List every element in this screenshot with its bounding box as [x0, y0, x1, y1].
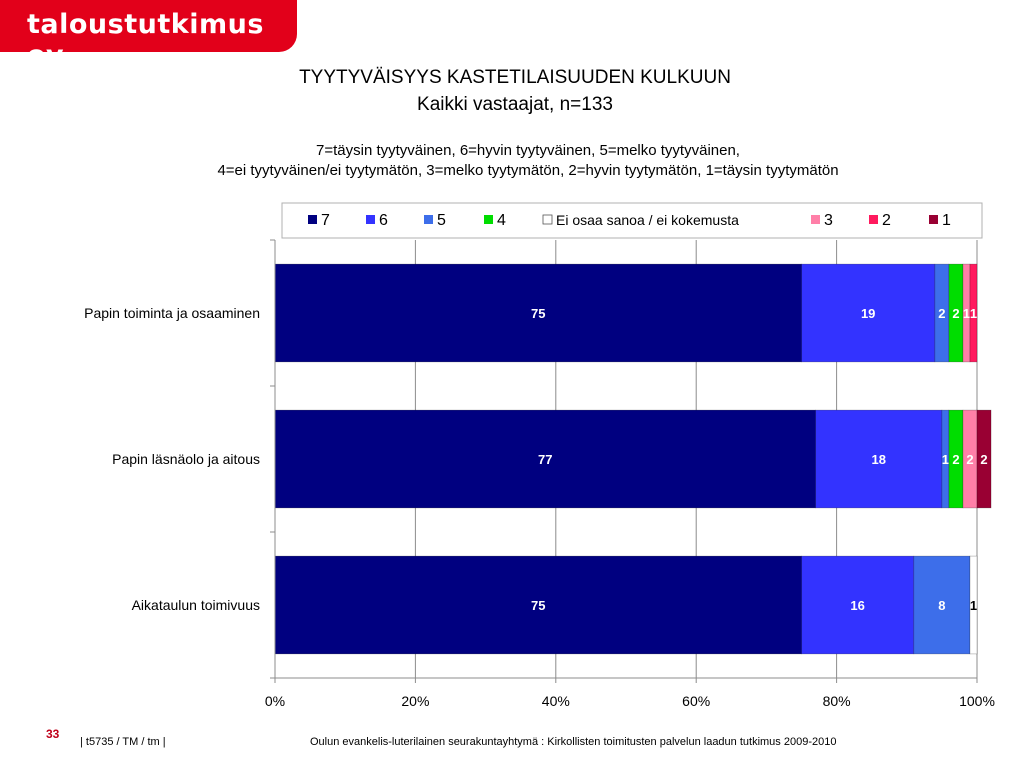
data-label: 1 — [969, 598, 978, 613]
legend-label: 4 — [497, 212, 506, 229]
category-label: Aikataulun toimivuus — [131, 597, 260, 613]
legend-swatch — [929, 215, 938, 224]
footer-code: | t5735 / TM / tm | — [80, 736, 166, 748]
x-tick-label: 40% — [541, 693, 570, 709]
chart-subtitle: Kaikki vastaajat, n=133 — [417, 94, 613, 115]
page-number: 33 — [46, 727, 60, 741]
x-tick-label: 60% — [682, 693, 711, 709]
data-label: 2 — [980, 452, 988, 467]
legend-label: 1 — [942, 212, 951, 229]
data-label: 75 — [531, 598, 546, 613]
data-label: 2 — [952, 452, 960, 467]
legend-label: 6 — [379, 212, 388, 229]
data-label: 77 — [538, 452, 553, 467]
data-label: 2 — [938, 306, 946, 321]
data-label: 75 — [531, 306, 546, 321]
data-label: 8 — [938, 598, 946, 613]
legend-swatch — [308, 215, 317, 224]
legend-label: 2 — [882, 212, 891, 229]
chart-title: TYYTYVÄISYYS KASTETILAISUUDEN KULKUUN — [299, 67, 731, 88]
x-tick-label: 0% — [264, 693, 286, 709]
legend-swatch — [811, 215, 820, 224]
x-tick-label: 20% — [401, 693, 430, 709]
data-label: 2 — [966, 452, 974, 467]
legend-swatch — [484, 215, 493, 224]
footer-source: Oulun evankelis-luterilainen seurakuntayhtymä : Kirkollisten toimitusten palvelun laadun tutkimus 2009-2010 — [310, 736, 837, 748]
data-label: 19 — [860, 306, 876, 321]
legend-swatch — [869, 215, 878, 224]
x-tick-label: 100% — [959, 693, 995, 709]
brand-name: taloustutkimus oy — [27, 9, 264, 71]
legend-label: 5 — [437, 212, 446, 229]
legend-swatch — [543, 215, 552, 224]
legend-label: Ei osaa sanoa / ei kokemusta — [556, 212, 739, 228]
data-label: 18 — [871, 452, 886, 467]
legend-swatch — [424, 215, 433, 224]
legend-label: 3 — [824, 212, 833, 229]
scale-description-line1: 7=täysin tyytyväinen, 6=hyvin tyytyväinen, 5=melko tyytyväinen, — [316, 142, 740, 159]
data-label: 1 — [962, 306, 971, 321]
data-label: 16 — [850, 598, 865, 613]
category-label: Papin toiminta ja osaaminen — [84, 305, 260, 321]
data-label: 1 — [969, 306, 978, 321]
legend-label: 7 — [321, 212, 330, 229]
scale-description-line2: 4=ei tyytyväinen/ei tyytymätön, 3=melko tyytymätön, 2=hyvin tyytymätön, 1=täysin tyytymätön — [217, 162, 839, 179]
category-label: Papin läsnäolo ja aitous — [112, 451, 260, 467]
data-label: 2 — [952, 306, 960, 321]
legend-swatch — [366, 215, 375, 224]
data-label: 1 — [941, 452, 950, 467]
x-tick-label: 80% — [822, 693, 851, 709]
